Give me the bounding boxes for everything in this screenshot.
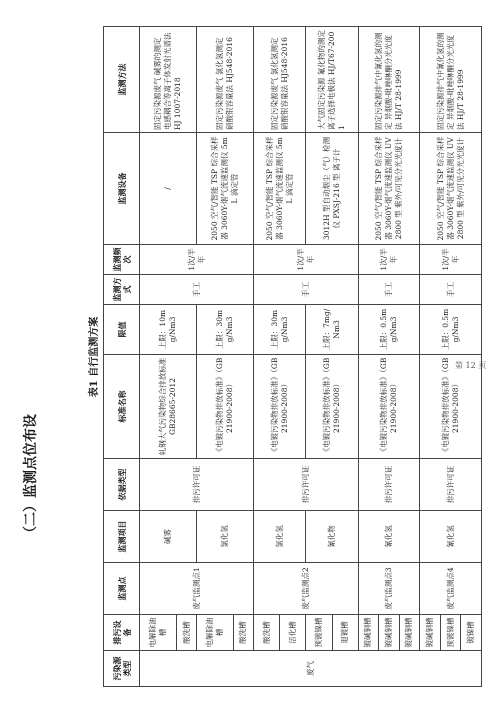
standard-cell: 《电镀污染物排放标准》（GB 21900-2008）: [358, 355, 420, 459]
standard-cell: 《电镀污染物排放标准》（GB 21900-2008）: [254, 355, 306, 459]
device-cell: 镀碱铜槽: [399, 615, 420, 651]
method-cell: 手工: [140, 275, 254, 305]
item-cell: 氰化物: [306, 511, 358, 563]
header-cell: 监测点: [104, 563, 140, 615]
basis-cell: 排污许可证: [254, 459, 358, 511]
standard-cell: 轧钢大气污染物综合排放标准 GB28665-2012: [140, 355, 197, 459]
point-cell: 废气监测点3: [358, 563, 420, 615]
device-cell: 电解除油槽: [197, 615, 233, 651]
item-cell: 氯化氢: [254, 511, 306, 563]
analysis-method-cell: 固定污染源排气中氰化氢的测定 异烟酸-吡唑啉酮分光光度法 HJ/T 28-1999: [420, 27, 482, 133]
limit-cell: 上限：7mg/Nm3: [306, 305, 358, 355]
header-cell: 监测方法: [104, 27, 140, 133]
header-row: [104, 27, 140, 687]
header-cell: 监测方式: [104, 275, 140, 305]
header-cell: 限值: [104, 305, 140, 355]
device-cell: 酸洗槽: [233, 615, 254, 651]
method-cell: 手工: [420, 275, 482, 305]
frequency-cell: 1次/半年: [358, 245, 420, 275]
header-cell: 监测项目: [104, 511, 140, 563]
basis-cell: 排污许可证: [358, 459, 420, 511]
frequency-cell: 1次/半年: [140, 245, 254, 275]
point-cell: 废气监测点4: [420, 563, 482, 615]
equipment-cell: 2050 空气/智能 TSP 综合采样器 3060Y-烟气流速监测仪 UV2800 型 紫外/可见分光光度计: [420, 133, 482, 245]
method-cell: 手工: [358, 275, 420, 305]
equipment-cell: 2050 空气/智能 TSP 综合采样器 3060Y-烟气流速监测仪 5mL 滴定管: [197, 133, 254, 245]
standard-cell: 《电镀污染物排放标准》（GB 21900-2008）: [420, 355, 482, 459]
device-cell: 镀镍槽: [461, 615, 482, 651]
analysis-method-cell: 固定污染源废气 氯化氢测定 硝酸银容量法 HJ548-2016: [197, 27, 254, 133]
device-cell: 镀碱铜槽: [379, 615, 400, 651]
standard-cell: 《电镀污染物排放标准》（GB 21900-2008）: [306, 355, 358, 459]
device-cell: 预镀镍槽: [440, 615, 461, 651]
section-heading: （二）监测点位布设: [23, 414, 39, 540]
rotated-table-wrapper: [87, 27, 482, 687]
table-row: [358, 27, 379, 687]
equipment-cell: 2050 空气/智能 TSP 综合采样器 3060Y-烟气流速监测仪 UV2800 型 紫外/可见分光光度计: [358, 133, 420, 245]
header-cell: 监测频次: [104, 245, 140, 275]
header-cell: 排污设备: [104, 615, 140, 651]
basis-cell: 排污许可证: [420, 459, 482, 511]
equipment-cell: 2050 空气/智能 TSP 综合采样器 3060Y-烟气流速监测仪 5mL 滴定管: [254, 133, 306, 245]
item-cell: 氰化氢: [420, 511, 482, 563]
table-row: [140, 27, 176, 687]
item-cell: 碱雾: [140, 511, 197, 563]
standard-cell: 《电镀污染物排放标准》（GB 21900-2008）: [197, 355, 254, 459]
limit-cell: 上限：0.5mg/Nm3: [358, 305, 420, 355]
item-cell: 氯化氢: [197, 511, 254, 563]
table-title: 表1 自行监测方案: [89, 316, 100, 398]
device-cell: 退镀槽: [332, 615, 358, 651]
analysis-method-cell: 固定污染源废气 氯化氢测定 硝酸银容量法 HJ548-2016: [254, 27, 306, 133]
page-number: 第 12 页: [455, 361, 487, 370]
equipment-cell: 3012H 型自动烟尘（气）检测仪 PXSJ-216 型 离子计: [306, 133, 358, 245]
pollution-type-cell: 废气: [140, 651, 482, 687]
header-cell: 依据类型: [104, 459, 140, 511]
device-cell: 预镀镍槽: [306, 615, 332, 651]
device-cell: 酸洗槽: [254, 615, 280, 651]
analysis-method-cell: 固定污染源废气 碱雾的测定 电感耦合等离子体发射光谱法 HJ 1007-2018: [140, 27, 197, 133]
limit-cell: 上限：30mg/Nm3: [254, 305, 306, 355]
point-cell: 废气监测点1: [140, 563, 254, 615]
device-cell: 活化槽: [280, 615, 306, 651]
limit-cell: 上限：0.5mg/Nm3: [420, 305, 482, 355]
table-row: [420, 27, 441, 687]
frequency-cell: 1次/半年: [254, 245, 358, 275]
header-cell: 标准名称: [104, 355, 140, 459]
device-cell: 镀碱铜槽: [358, 615, 379, 651]
frequency-cell: 1次/半年: [420, 245, 482, 275]
device-cell: 镀碱铜槽: [420, 615, 441, 651]
equipment-cell: /: [140, 133, 197, 245]
limit-cell: 上限：30mg/Nm3: [197, 305, 254, 355]
point-cell: 废气监测点2: [254, 563, 358, 615]
analysis-method-cell: 大气固定污染源 氟化物的测定 离子选择电极法 HJ/T67-2001: [306, 27, 358, 133]
monitoring-table: [103, 26, 482, 687]
analysis-method-cell: 固定污染源排气中氰化氢的测定 异烟酸-吡唑啉酮分光光度法 HJ/T 28-1999: [358, 27, 420, 133]
item-cell: 氰化氢: [358, 511, 420, 563]
basis-cell: 排污许可证: [140, 459, 254, 511]
method-cell: 手工: [254, 275, 358, 305]
limit-cell: 上限：10mg/Nm3: [140, 305, 197, 355]
table-row: [254, 27, 280, 687]
header-cell: 监测设备: [104, 133, 140, 245]
device-cell: 电解除油槽: [140, 615, 176, 651]
device-cell: 酸洗槽: [176, 615, 197, 651]
header-cell: 污染源类型: [104, 651, 140, 687]
